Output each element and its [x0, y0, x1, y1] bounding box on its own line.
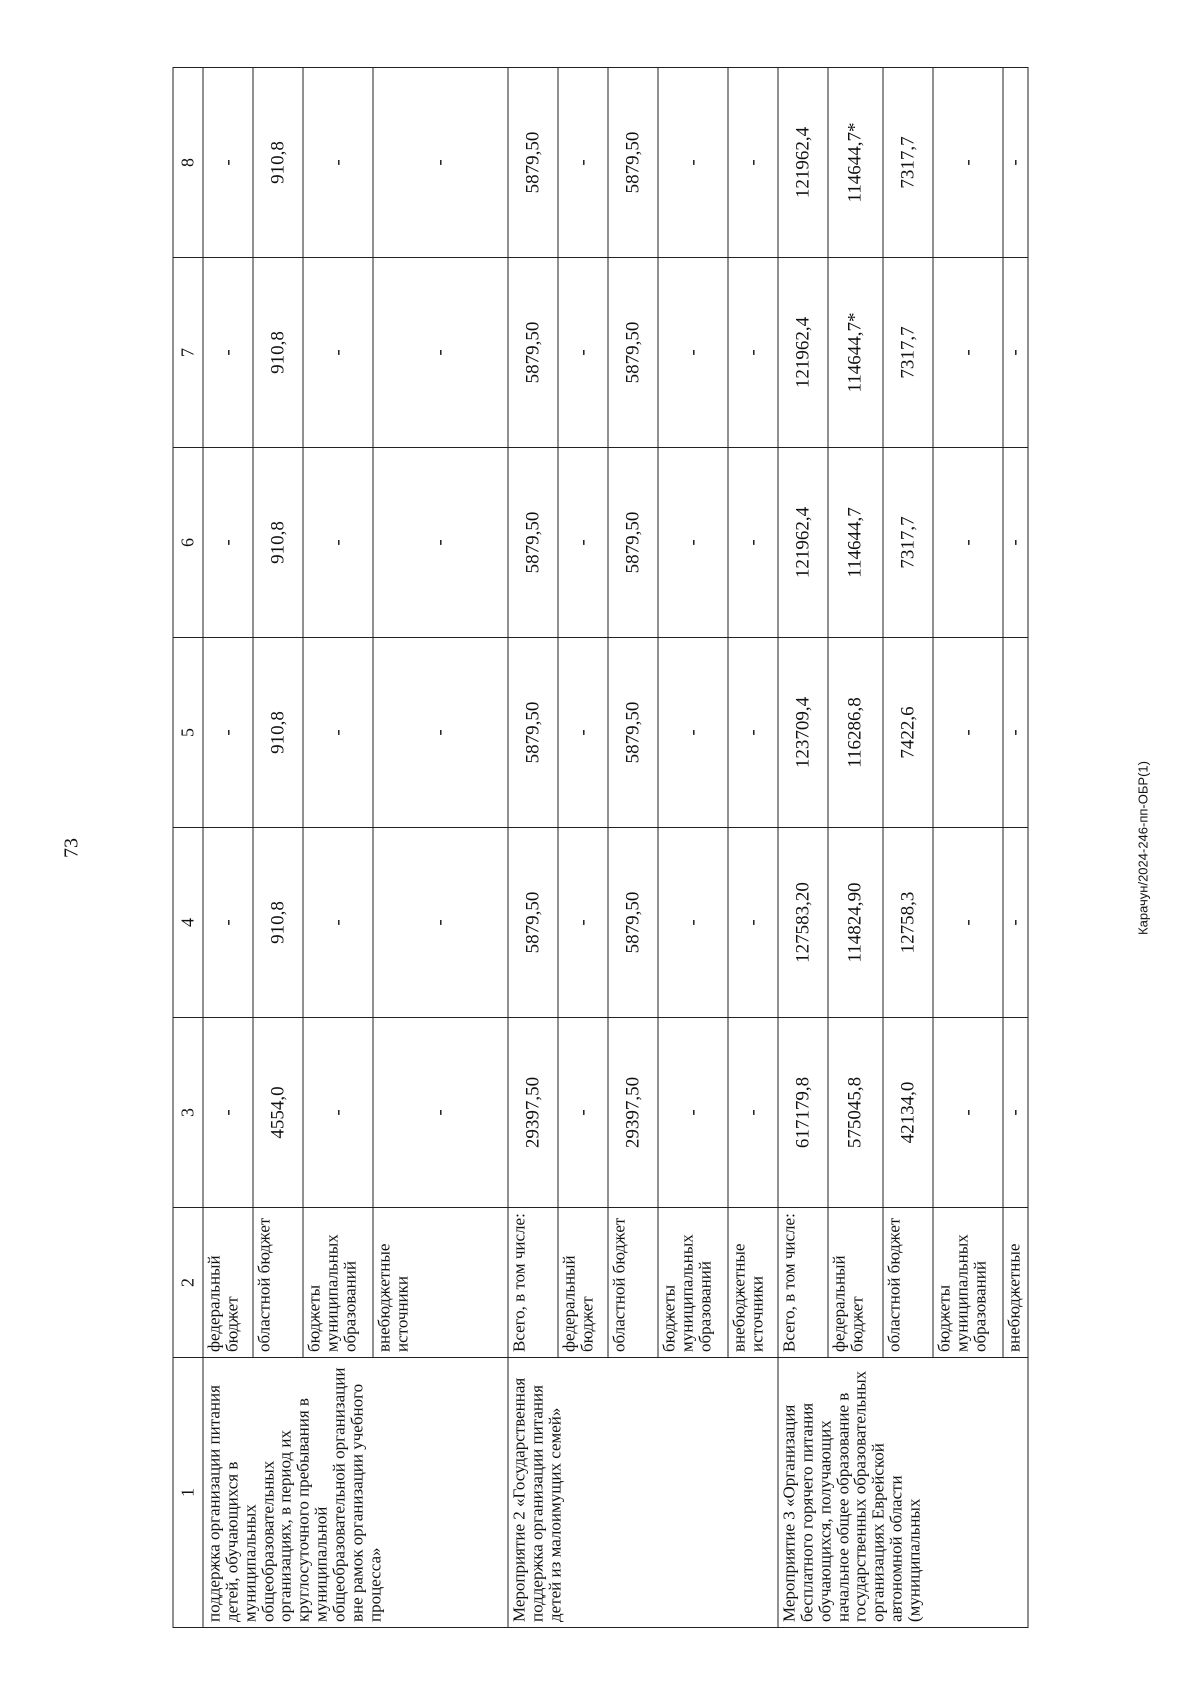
funding-source: Всего, в том числе:	[508, 1208, 558, 1358]
value-cell: -	[558, 1018, 608, 1208]
value-cell: 575045,8	[828, 1018, 883, 1208]
value-cell: 5879,50	[508, 828, 558, 1018]
value-cell: 5879,50	[508, 258, 558, 448]
value-cell: -	[303, 638, 373, 828]
value-cell: -	[658, 638, 728, 828]
value-cell: -	[1003, 828, 1028, 1018]
value-cell: -	[203, 448, 253, 638]
funding-source: внебюджетные источники	[728, 1208, 778, 1358]
value-cell: 7422,6	[883, 638, 933, 828]
value-cell: 121962,4	[778, 448, 828, 638]
funding-source: федеральный бюджет	[203, 1208, 253, 1358]
value-cell: 114644,7*	[828, 258, 883, 448]
value-cell: -	[373, 638, 508, 828]
value-cell: -	[303, 828, 373, 1018]
value-cell: -	[728, 448, 778, 638]
page-number: 73	[60, 838, 83, 858]
value-cell: -	[558, 828, 608, 1018]
value-cell: -	[728, 638, 778, 828]
value-cell: 5879,50	[608, 68, 658, 258]
value-cell: 4554,0	[253, 1018, 303, 1208]
value-cell: -	[373, 68, 508, 258]
funding-source: федеральный бюджет	[828, 1208, 883, 1358]
value-cell: -	[933, 448, 1003, 638]
value-cell: -	[1003, 258, 1028, 448]
col-header: 6	[173, 448, 203, 638]
value-cell: -	[558, 448, 608, 638]
value-cell: -	[203, 828, 253, 1018]
document-code: Карачун/2024-246-пп-ОБР(1)	[1135, 761, 1151, 935]
value-cell: 127583,20	[778, 828, 828, 1018]
value-cell: 121962,4	[778, 68, 828, 258]
col-header: 7	[173, 258, 203, 448]
col-header: 8	[173, 68, 203, 258]
value-cell: -	[303, 258, 373, 448]
table-row	[508, 68, 558, 1628]
value-cell: -	[373, 448, 508, 638]
value-cell: 42134,0	[883, 1018, 933, 1208]
value-cell: -	[658, 1018, 728, 1208]
value-cell: 5879,50	[608, 258, 658, 448]
col-header: 3	[173, 1018, 203, 1208]
value-cell: 12758,3	[883, 828, 933, 1018]
funding-source: федеральный бюджет	[558, 1208, 608, 1358]
funding-source: областной бюджет	[883, 1208, 933, 1358]
value-cell: 7317,7	[883, 68, 933, 258]
value-cell: -	[203, 638, 253, 828]
value-cell: 121962,4	[778, 258, 828, 448]
value-cell: -	[728, 828, 778, 1018]
value-cell: 114644,7*	[828, 68, 883, 258]
value-cell: -	[1003, 68, 1028, 258]
value-cell: -	[933, 1018, 1003, 1208]
value-cell: -	[728, 1018, 778, 1208]
measure-description: поддержка организации питания детей, обучающихся в муниципальных общеобразовательных организациях, в период их круглосуточного пребывания в муниципальной общеобразовательной организации вне рамок организации учебного процесса»	[203, 1358, 508, 1628]
funding-source: внебюджетные источники	[373, 1208, 508, 1358]
value-cell: 5879,50	[608, 828, 658, 1018]
value-cell: -	[658, 258, 728, 448]
value-cell: 617179,8	[778, 1018, 828, 1208]
value-cell: -	[373, 258, 508, 448]
value-cell: -	[933, 638, 1003, 828]
col-header: 4	[173, 828, 203, 1018]
value-cell: 29397,50	[608, 1018, 658, 1208]
funding-source: Всего, в том числе:	[778, 1208, 828, 1358]
funding-source: областной бюджет	[253, 1208, 303, 1358]
value-cell: -	[303, 68, 373, 258]
value-cell: -	[373, 1018, 508, 1208]
value-cell: -	[558, 638, 608, 828]
value-cell: -	[933, 68, 1003, 258]
value-cell: -	[203, 68, 253, 258]
funding-source: внебюджетные	[1003, 1208, 1028, 1358]
budget-table-container	[173, 68, 1028, 1628]
col-header: 5	[173, 638, 203, 828]
value-cell: -	[933, 258, 1003, 448]
value-cell: -	[1003, 1018, 1028, 1208]
value-cell: -	[558, 68, 608, 258]
budget-table	[173, 67, 1029, 1628]
value-cell: -	[203, 258, 253, 448]
col-header: 1	[173, 1358, 203, 1628]
value-cell: -	[658, 68, 728, 258]
value-cell: 114824,90	[828, 828, 883, 1018]
value-cell: -	[203, 1018, 253, 1208]
value-cell: -	[728, 68, 778, 258]
value-cell: 910,8	[253, 448, 303, 638]
value-cell: 910,8	[253, 638, 303, 828]
table-row	[203, 68, 253, 1628]
value-cell: 5879,50	[608, 448, 658, 638]
measure-description: Мероприятие 3 «Организация бесплатного горячего питания обучающихся, получающих начальное общее образование в государственных образовательных организациях Еврейской автономной области (муниципальных	[778, 1358, 1028, 1628]
value-cell: 910,8	[253, 828, 303, 1018]
table-row	[778, 68, 828, 1628]
value-cell: -	[933, 828, 1003, 1018]
value-cell: 5879,50	[608, 638, 658, 828]
funding-source: бюджеты муниципальных образований	[303, 1208, 373, 1358]
value-cell: -	[1003, 448, 1028, 638]
funding-source: бюджеты муниципальных образований	[658, 1208, 728, 1358]
measure-description: Мероприятие 2 «Государственная поддержка организации питания детей из малоимущих семей»	[508, 1358, 778, 1628]
value-cell: 123709,4	[778, 638, 828, 828]
value-cell: -	[658, 828, 728, 1018]
funding-source: областной бюджет	[608, 1208, 658, 1358]
value-cell: 7317,7	[883, 448, 933, 638]
value-cell: -	[1003, 638, 1028, 828]
value-cell: 7317,7	[883, 258, 933, 448]
value-cell: 5879,50	[508, 68, 558, 258]
value-cell: 114644,7	[828, 448, 883, 638]
value-cell: -	[303, 448, 373, 638]
value-cell: 910,8	[253, 68, 303, 258]
funding-source: бюджеты муниципальных образований	[933, 1208, 1003, 1358]
value-cell: -	[728, 258, 778, 448]
value-cell: 29397,50	[508, 1018, 558, 1208]
column-number-row	[173, 68, 203, 1628]
value-cell: 910,8	[253, 258, 303, 448]
value-cell: -	[303, 1018, 373, 1208]
value-cell: -	[373, 828, 508, 1018]
col-header: 2	[173, 1208, 203, 1358]
value-cell: -	[658, 448, 728, 638]
value-cell: 5879,50	[508, 448, 558, 638]
value-cell: 116286,8	[828, 638, 883, 828]
value-cell: -	[558, 258, 608, 448]
value-cell: 5879,50	[508, 638, 558, 828]
